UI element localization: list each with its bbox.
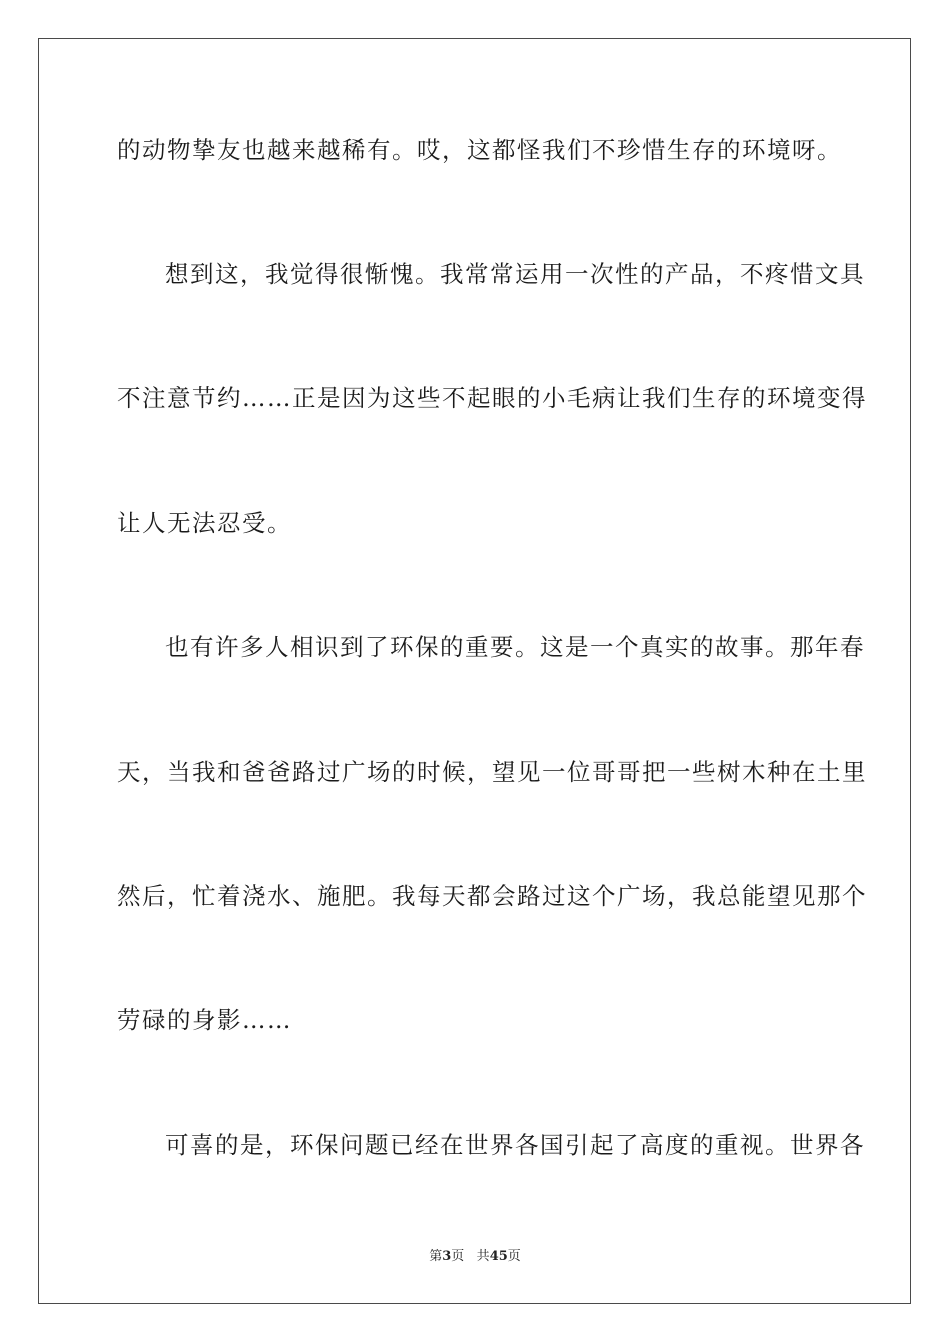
page-prefix: 第: [429, 1249, 443, 1264]
total-pages: 45: [489, 1249, 508, 1264]
page-number: 3: [442, 1249, 452, 1264]
paragraph-line: 然后，忙着浇水、施肥。我每天都会路过这个广场，我总能望见那个: [117, 882, 867, 910]
paragraph-line: 劳碌的身影……: [117, 1006, 292, 1034]
paragraph-line: 天，当我和爸爸路过广场的时候，望见一位哥哥把一些树木种在土里: [117, 758, 867, 786]
paragraph-line: 可喜的是，环保问题已经在世界各国引起了高度的重视。世界各: [165, 1131, 865, 1159]
page-footer: [0, 1248, 950, 1266]
total-prefix: 共: [476, 1249, 490, 1264]
page-border: [38, 38, 911, 1304]
page-suffix: 页: [451, 1249, 465, 1264]
paragraph-line: 也有许多人相识到了环保的重要。这是一个真实的故事。那年春: [165, 633, 865, 661]
paragraph-line: 的动物挚友也越来越稀有。哎，这都怪我们不珍惜生存的环境呀。: [117, 136, 842, 164]
paragraph-line: 想到这，我觉得很惭愧。我常常运用一次性的产品，不疼惜文具: [165, 260, 865, 288]
paragraph-line: 不注意节约……正是因为这些不起眼的小毛病让我们生存的环境变得: [117, 384, 867, 412]
total-suffix: 页: [507, 1249, 521, 1264]
paragraph-line: 让人无法忍受。: [117, 509, 292, 537]
